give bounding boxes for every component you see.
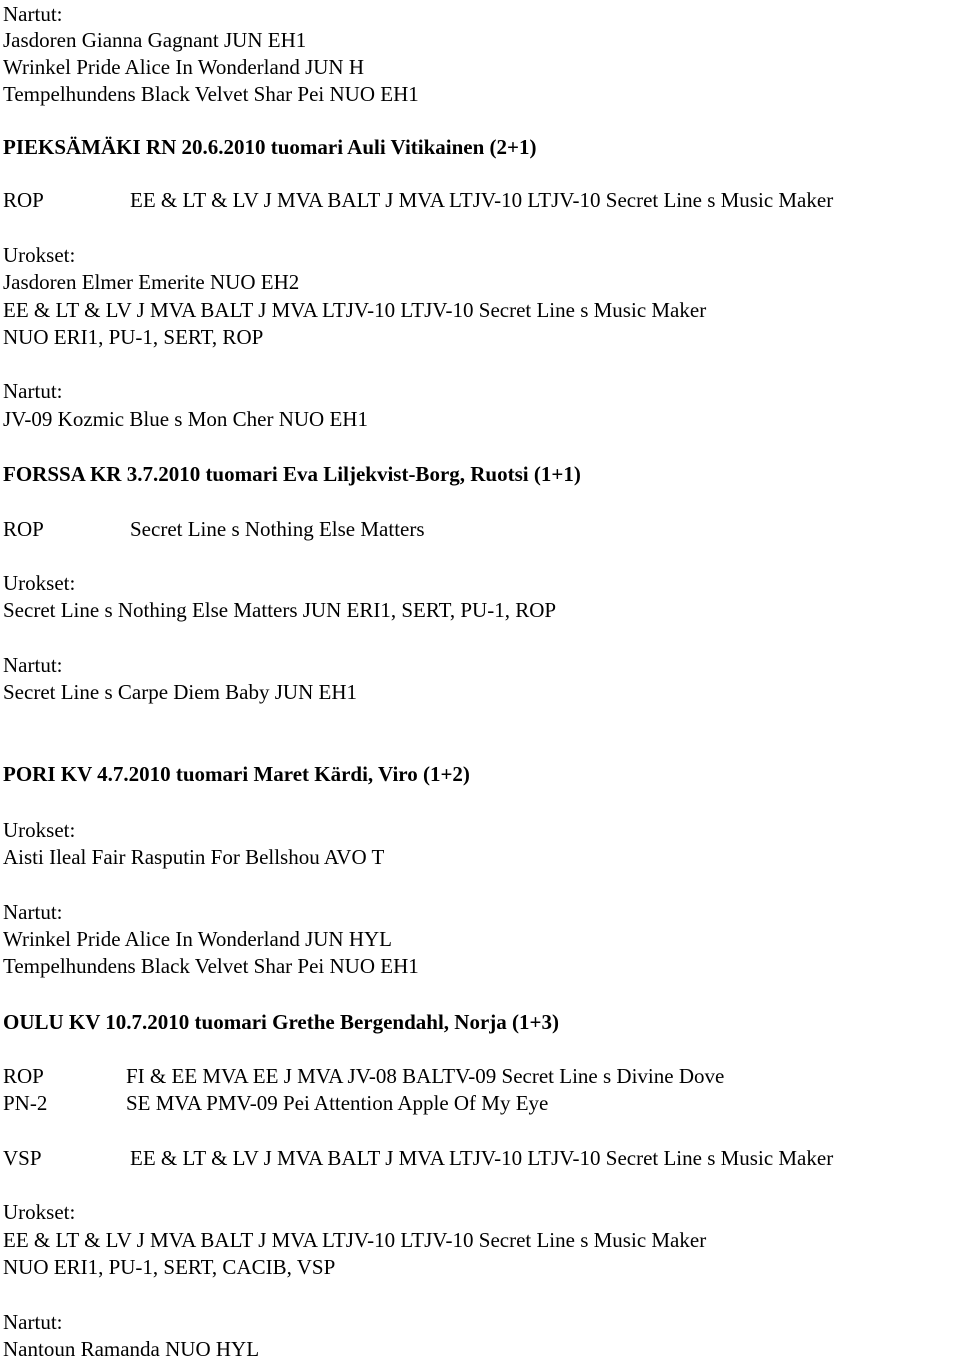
show-heading: FORSSA KR 3.7.2010 tuomari Eva Liljekvist-Borg, Ruotsi (1+1) [3, 462, 581, 486]
show-heading: OULU KV 10.7.2010 tuomari Grethe Bergendahl, Norja (1+3) [3, 1010, 559, 1034]
result-line: Jasdoren Elmer Emerite NUO EH2 [3, 270, 300, 294]
award-category: ROP [3, 517, 44, 541]
result-line: Wrinkel Pride Alice In Wonderland JUN H [3, 55, 364, 79]
award-dog: EE & LT & LV J MVA BALT J MVA LTJV-10 LTJV-10 Secret Line s Music Maker [130, 1146, 834, 1170]
urokset-label: Urokset: [3, 243, 76, 267]
award-dog: EE & LT & LV J MVA BALT J MVA LTJV-10 LTJV-10 Secret Line s Music Maker [130, 188, 834, 212]
award-dog: Secret Line s Nothing Else Matters [130, 517, 425, 541]
award-category: VSP [3, 1146, 42, 1170]
result-line: Tempelhundens Black Velvet Shar Pei NUO EH1 [3, 954, 419, 978]
award-dog: SE MVA PMV-09 Pei Attention Apple Of My Eye [126, 1091, 549, 1115]
urokset-label: Urokset: [3, 571, 76, 595]
result-line: Wrinkel Pride Alice In Wonderland JUN HYL [3, 927, 392, 951]
result-line: EE & LT & LV J MVA BALT J MVA LTJV-10 LTJV-10 Secret Line s Music Maker [3, 298, 707, 322]
urokset-label: Urokset: [3, 818, 76, 842]
result-line: Jasdoren Gianna Gagnant JUN EH1 [3, 28, 307, 52]
nartut-label: Nartut: [3, 653, 63, 677]
result-line: NUO ERI1, PU-1, SERT, CACIB, VSP [3, 1255, 336, 1279]
nartut-label: Nartut: [3, 379, 63, 403]
result-line: Nantoun Ramanda NUO HYL [3, 1337, 260, 1361]
award-dog: FI & EE MVA EE J MVA JV-08 BALTV-09 Secret Line s Divine Dove [126, 1064, 725, 1088]
award-category: ROP [3, 1064, 44, 1088]
nartut-label: Nartut: [3, 900, 63, 924]
show-heading: PIEKSÄMÄKI RN 20.6.2010 tuomari Auli Vitikainen (2+1) [3, 135, 537, 159]
show-heading: PORI KV 4.7.2010 tuomari Maret Kärdi, Viro (1+2) [3, 762, 470, 786]
result-line: Tempelhundens Black Velvet Shar Pei NUO EH1 [3, 82, 419, 106]
result-line: EE & LT & LV J MVA BALT J MVA LTJV-10 LTJV-10 Secret Line s Music Maker [3, 1228, 707, 1252]
award-category: ROP [3, 188, 44, 212]
award-category: PN-2 [3, 1091, 48, 1115]
result-line: JV-09 Kozmic Blue s Mon Cher NUO EH1 [3, 407, 368, 431]
result-line: Aisti Ileal Fair Rasputin For Bellshou AVO T [3, 845, 385, 869]
nartut-label: Nartut: [3, 1310, 63, 1334]
result-line: Secret Line s Carpe Diem Baby JUN EH1 [3, 680, 357, 704]
nartut-label: Nartut: [3, 2, 63, 26]
result-line: NUO ERI1, PU-1, SERT, ROP [3, 325, 264, 349]
urokset-label: Urokset: [3, 1200, 76, 1224]
result-line: Secret Line s Nothing Else Matters JUN ERI1, SERT, PU-1, ROP [3, 598, 557, 622]
